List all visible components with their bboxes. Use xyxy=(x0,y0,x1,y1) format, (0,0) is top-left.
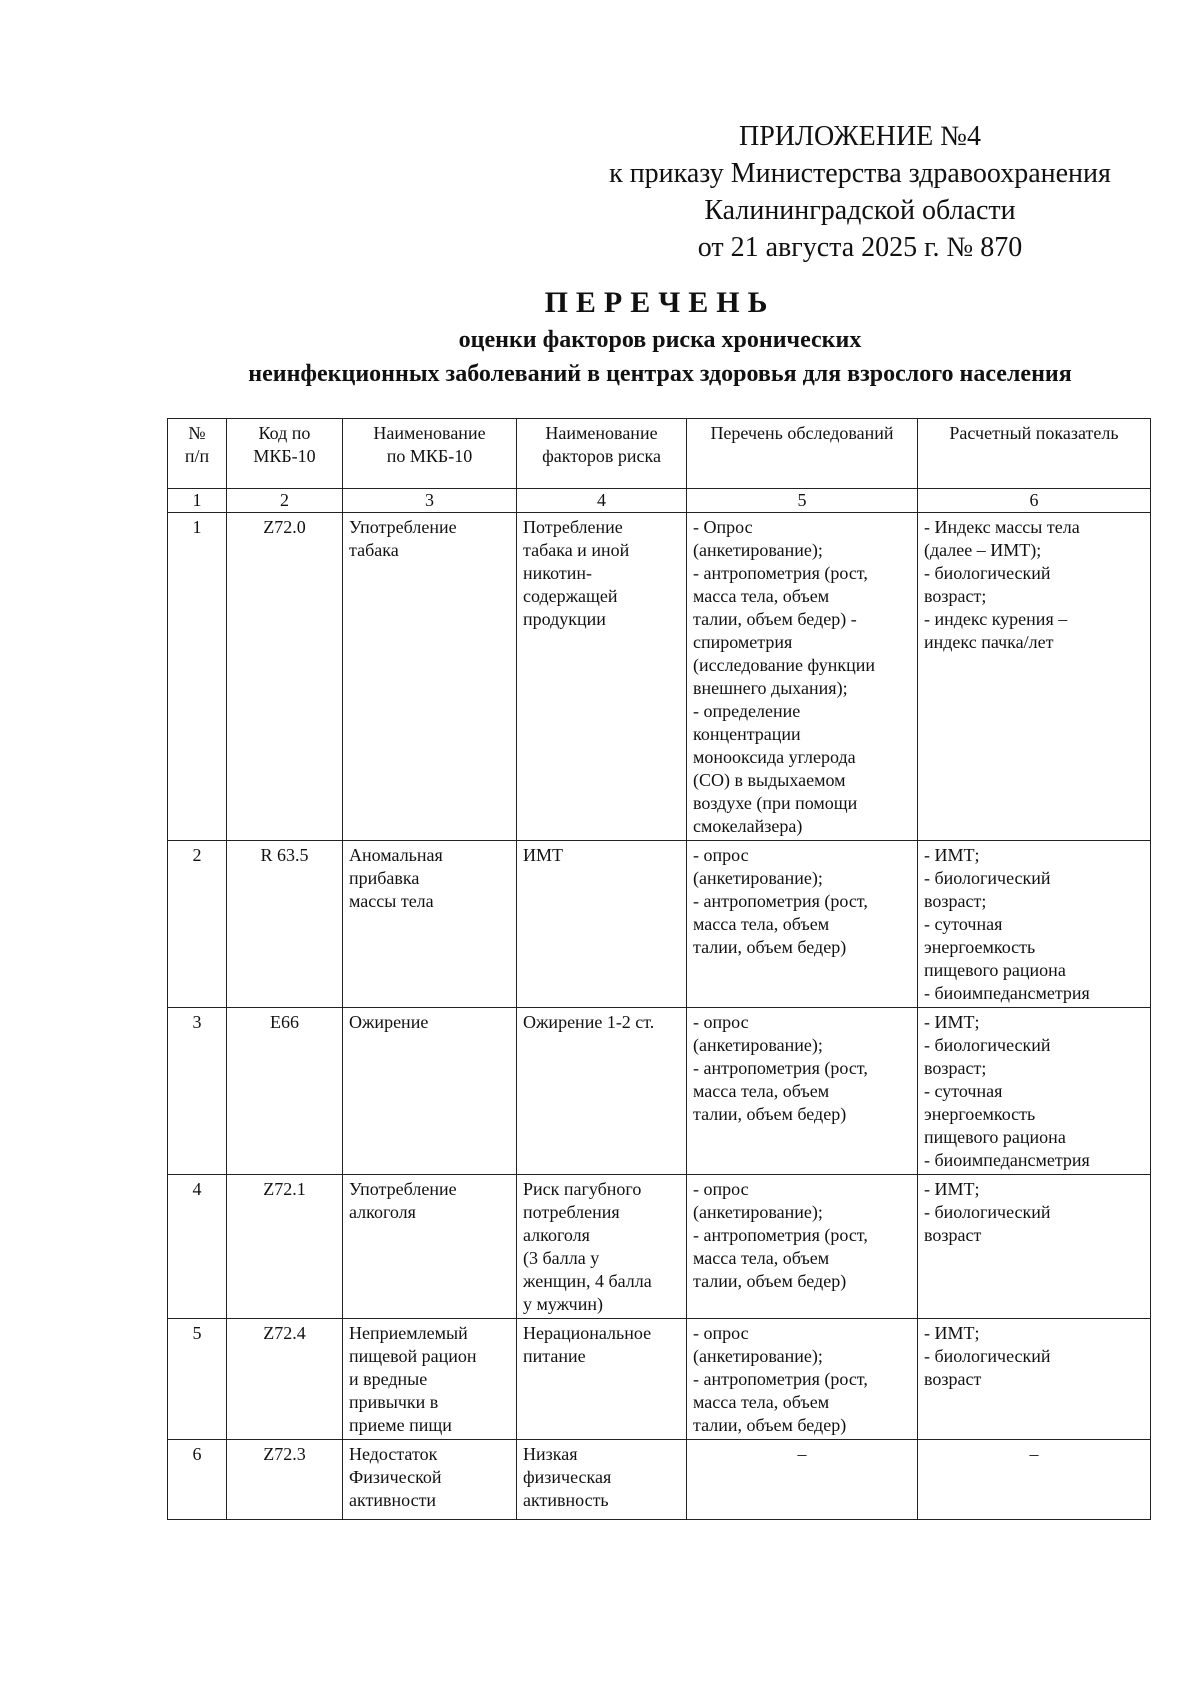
table-cell: Z72.3 xyxy=(227,1440,343,1520)
column-number: 5 xyxy=(687,489,918,513)
title-sub-1: оценки факторов риска хронических xyxy=(458,327,862,353)
column-header: № п/п xyxy=(168,419,227,489)
table-cell: - опрос (анкетирование); - антропометрия (рост, масса тела, объем талии, объем бедер) xyxy=(687,841,918,1008)
table-cell: 6 xyxy=(168,1440,227,1520)
table-cell: Z72.1 xyxy=(227,1175,343,1319)
table-cell: Низкая физическая активность xyxy=(517,1440,687,1520)
annex-date-line: от 21 августа 2025 г. № 870 xyxy=(697,232,1023,263)
table-cell: R 63.5 xyxy=(227,841,343,1008)
annex-block xyxy=(560,118,1160,266)
table-cell: - ИМТ; - биологический возраст; - суточная энергоемкость пищевого рациона - биоимпедансметрия xyxy=(918,841,1151,1008)
table-row xyxy=(168,1440,1151,1520)
table-cell: Неприемлемый пищевой рацион и вредные привычки в приеме пищи xyxy=(343,1319,517,1440)
column-number: 2 xyxy=(227,489,343,513)
title-sub-2: неинфекционных заболеваний в центрах здоровья для взрослого населения xyxy=(248,361,1072,387)
table-cell: E66 xyxy=(227,1008,343,1175)
document-title xyxy=(160,283,1160,391)
table-cell: ИМТ xyxy=(517,841,687,1008)
risk-factors-table xyxy=(167,418,1151,1520)
column-header: Код по МКБ-10 xyxy=(227,419,343,489)
table-cell: Риск пагубного потребления алкоголя (3 балла у женщин, 4 балла у мужчин) xyxy=(517,1175,687,1319)
table-cell: – xyxy=(687,1440,918,1520)
table-cell: Аномальная прибавка массы тела xyxy=(343,841,517,1008)
table-cell: 5 xyxy=(168,1319,227,1440)
column-header: Наименование факторов риска xyxy=(517,419,687,489)
table-row xyxy=(168,1175,1151,1319)
table-cell: Потребление табака и иной никотин- содержащей продукции xyxy=(517,513,687,841)
table-cell: 2 xyxy=(168,841,227,1008)
table-row xyxy=(168,513,1151,841)
column-header: Расчетный показатель xyxy=(918,419,1151,489)
table-cell: - ИМТ; - биологический возраст; - суточная энергоемкость пищевого рациона - биоимпедансметрия xyxy=(918,1008,1151,1175)
title-main: ПЕРЕЧЕНЬ xyxy=(544,286,776,319)
table-cell: Ожирение xyxy=(343,1008,517,1175)
table-cell: Z72.0 xyxy=(227,513,343,841)
table-cell: - ИМТ; - биологический возраст xyxy=(918,1319,1151,1440)
table-cell: Ожирение 1-2 ст. xyxy=(517,1008,687,1175)
table-cell: 4 xyxy=(168,1175,227,1319)
table-cell: - опрос (анкетирование); - антропометрия (рост, масса тела, объем талии, объем бедер) xyxy=(687,1175,918,1319)
table-cell: Употребление алкоголя xyxy=(343,1175,517,1319)
column-number: 6 xyxy=(918,489,1151,513)
annex-order-line: к приказу Министерства здравоохранения xyxy=(609,158,1111,189)
table-cell: Нерациональное питание xyxy=(517,1319,687,1440)
table-cell: Z72.4 xyxy=(227,1319,343,1440)
column-number: 1 xyxy=(168,489,227,513)
table-cell: – xyxy=(918,1440,1151,1520)
table-cell: Недостаток Физической активности xyxy=(343,1440,517,1520)
table-cell: - ИМТ; - биологический возраст xyxy=(918,1175,1151,1319)
column-numbers-row xyxy=(168,489,1151,513)
table-row xyxy=(168,841,1151,1008)
table-cell: 1 xyxy=(168,513,227,841)
column-number: 4 xyxy=(517,489,687,513)
annex-number: ПРИЛОЖЕНИЕ №4 xyxy=(739,121,981,152)
table-row xyxy=(168,1319,1151,1440)
table-cell: Употребление табака xyxy=(343,513,517,841)
table-cell: - Индекс массы тела (далее – ИМТ); - биологический возраст; - индекс курения – индекс пачка/лет xyxy=(918,513,1151,841)
column-number: 3 xyxy=(343,489,517,513)
table-row xyxy=(168,1008,1151,1175)
column-header: Наименование по МКБ-10 xyxy=(343,419,517,489)
table-header-row xyxy=(168,419,1151,489)
column-header: Перечень обследований xyxy=(687,419,918,489)
table-cell: - Опрос (анкетирование); - антропометрия (рост, масса тела, объем талии, объем бедер) - спирометрия (исследование функции внешнего дыхания); - определение концентрации монооксида углерода (СО) в выдыхаемом воздухе (при помощи смокелайзера) xyxy=(687,513,918,841)
table-cell: - опрос (анкетирование); - антропометрия (рост, масса тела, объем талии, объем бедер) xyxy=(687,1319,918,1440)
table-cell: 3 xyxy=(168,1008,227,1175)
table-cell: - опрос (анкетирование); - антропометрия (рост, масса тела, объем талии, объем бедер) xyxy=(687,1008,918,1175)
annex-region-line: Калининградской области xyxy=(704,195,1016,226)
